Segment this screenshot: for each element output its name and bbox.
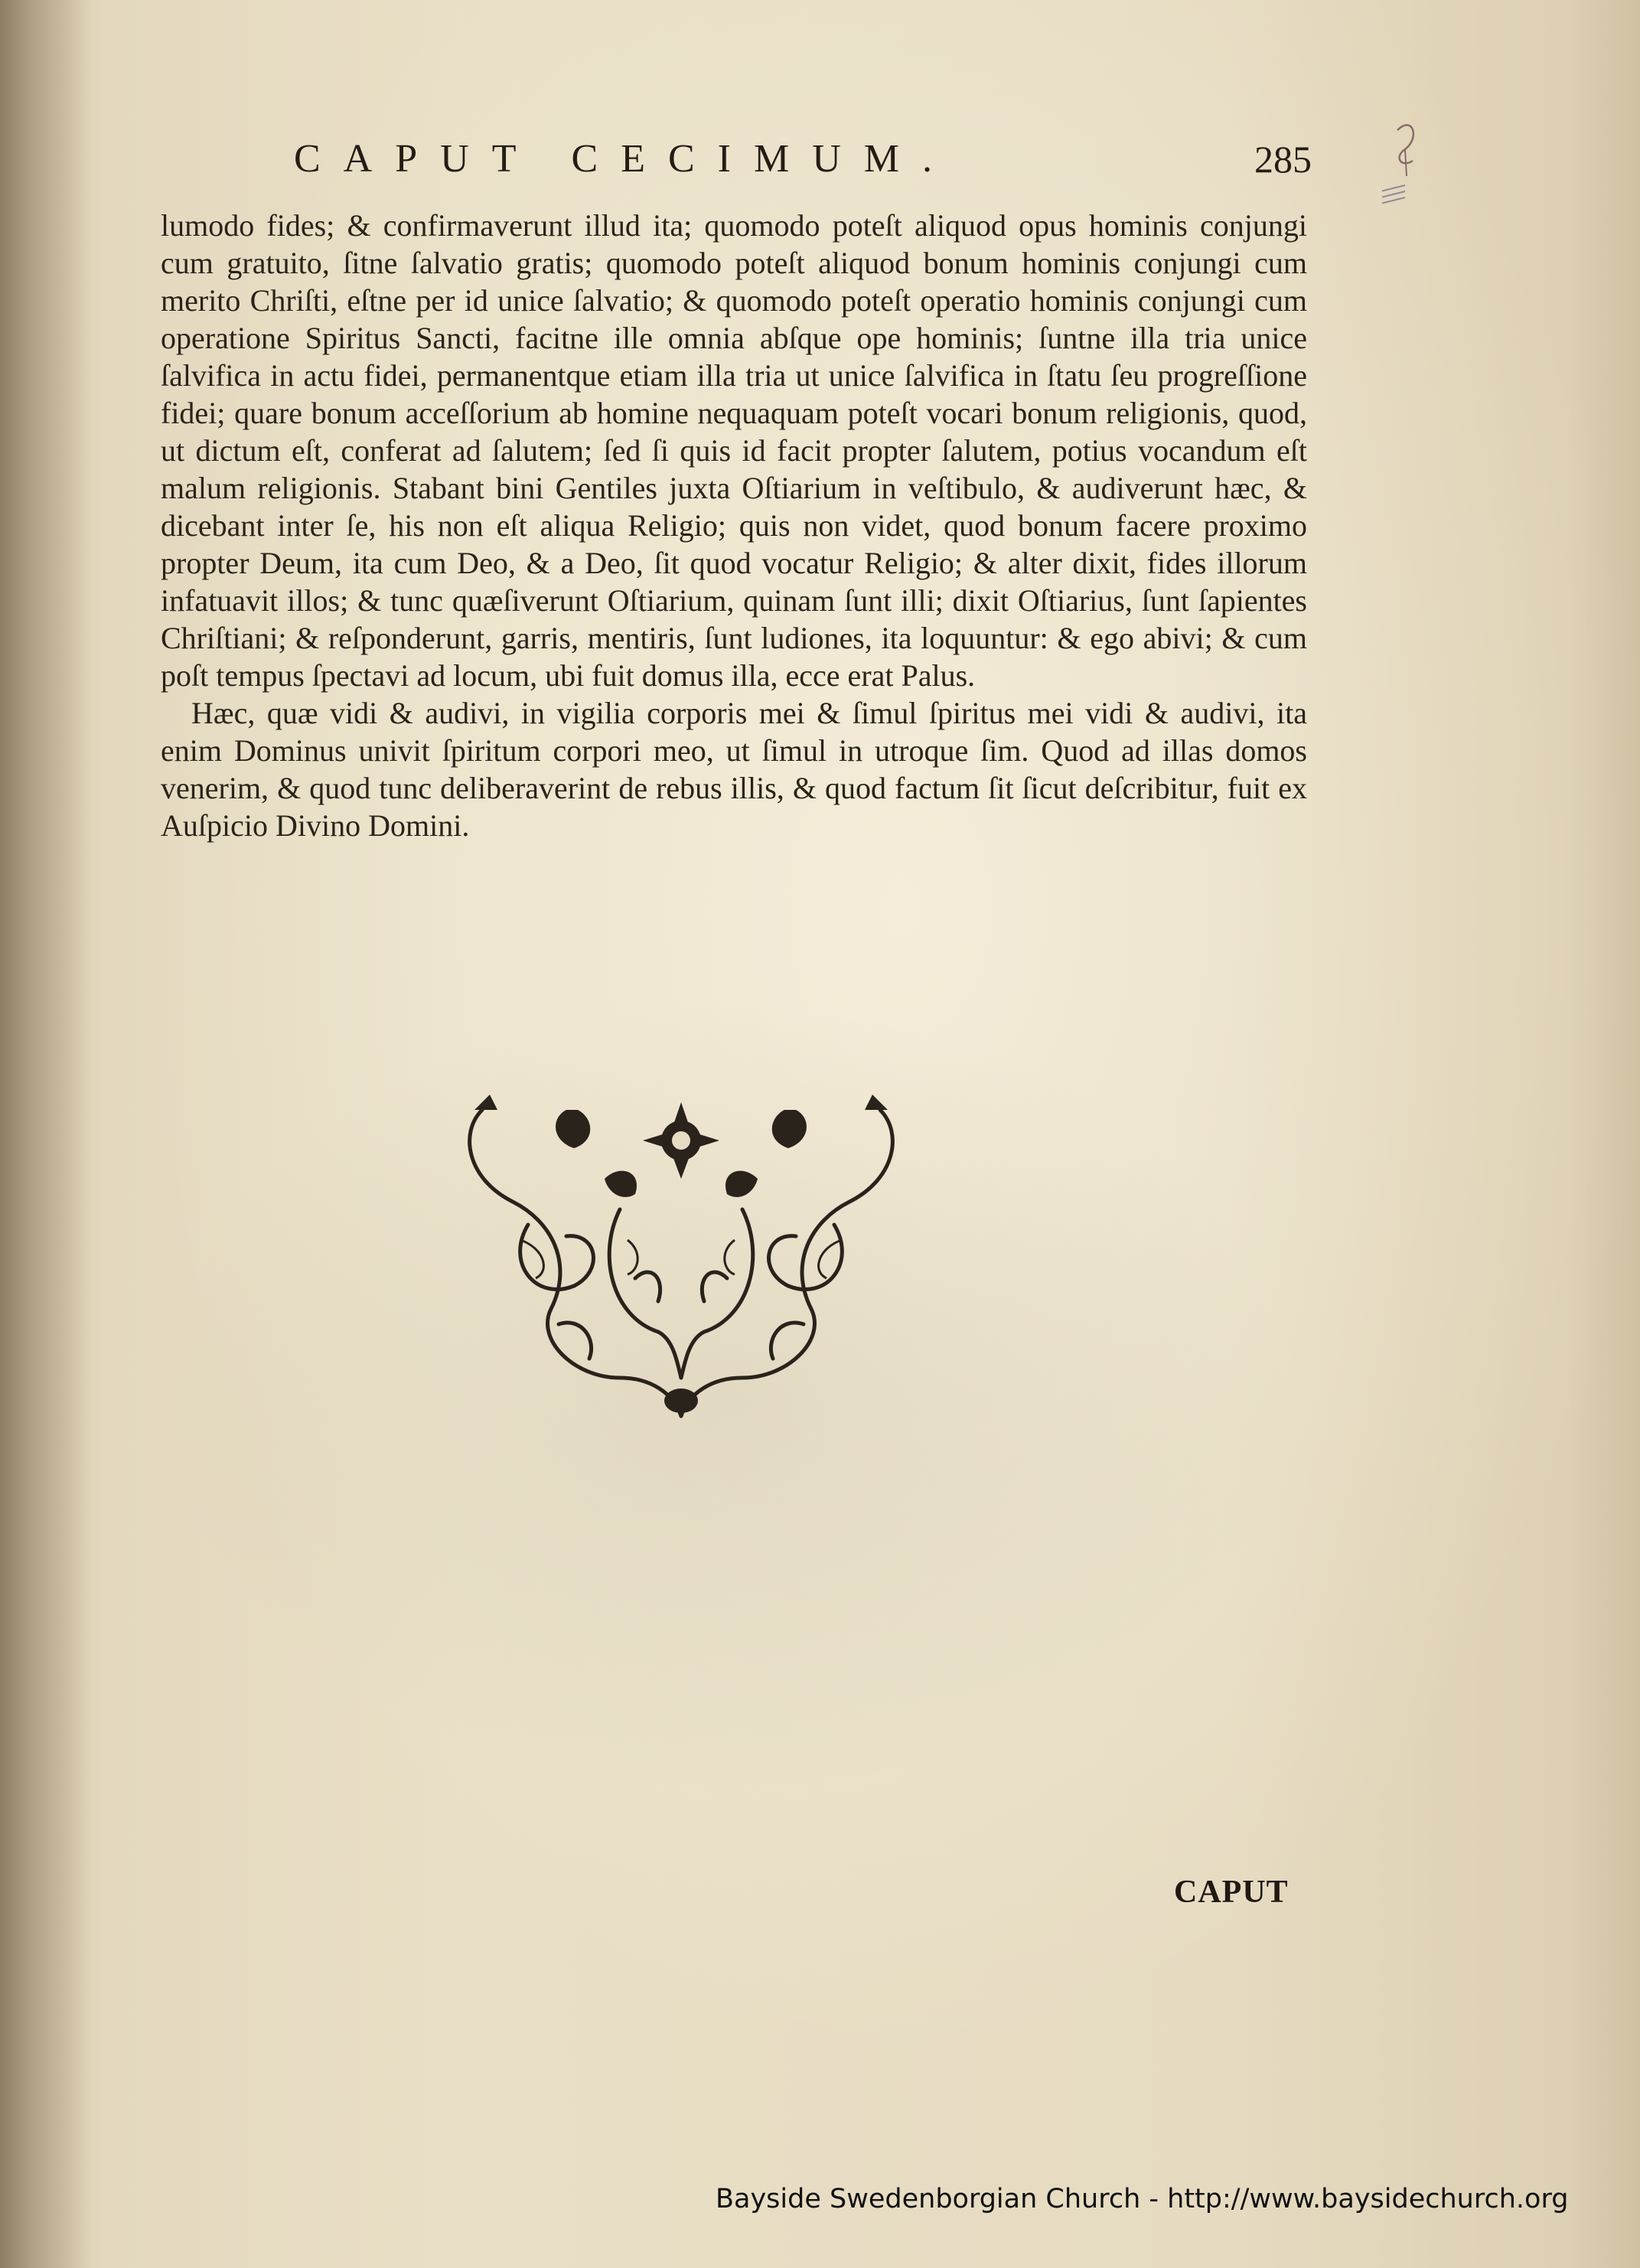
page-number: 285 bbox=[1254, 138, 1312, 181]
paragraph-2: Hæc, quæ vidi & audivi, in vigilia corporis mei & ſimul ſpiritus mei vidi & audivi, ita enim Dominus univit ſpiritum corpori meo, ut ſimul in utroque ſim. Quod ad illas domos venerim, & quod tunc deliberaverint de rebus illis, & quod factum ſit ſicut deſcribitur, fuit ex Auſpicio Divino Domini. bbox=[161, 696, 1307, 843]
paragraph-1: lumodo fides; & confirmaverunt illud ita; quomodo poteſt aliquod opus hominis conjungi cum gratuito, ſitne ſalvatio gratis; quomodo poteſt aliquod bonum hominis conjungi cum merito Chriſti, eſtne per id unice ſalvatio; & quomodo poteſt operatio hominis conjungi cum operatione Spiritus Sancti, facitne ille omnia abſque ope hominis; ſuntne illa tria unice ſalvifica in actu fidei, permanentque etiam illa tria ut unice ſalvifica in ſtatu ſeu progreſſione fidei; quare bonum acceſſorium ab homine nequaquam poteſt vocari bonum religionis, quod, ut dictum eſt, conferat ad ſalutem; ſed ſi quis id facit propter ſalutem, potius vocandum eſt malum religionis. Stabant bini Gentiles juxta Oſtiarium in veſtibulo, & audiverunt hæc, & dicebant inter ſe, his non eſt aliqua Religio; quis non videt, quod bonum facere proximo propter Deum, ita cum Deo, & a Deo, ſit quod vocatur Religio; & alter dixit, fides illorum infatuavit illos; & tunc quæſiverunt Oſtiarium, quinam ſunt illi; dixit Oſtiarius, ſunt ſapientes Chriſtiani; & reſponderunt, garris, mentiris, ſunt ludiones, ita loquuntur: & ego abivi; & cum poſt tempus ſpectavi ad locum, ubi fuit domus illa, ecce erat Palus. bbox=[161, 208, 1307, 693]
catchword: CAPUT bbox=[1174, 1875, 1289, 1910]
binding-shadow bbox=[0, 0, 92, 2268]
handwritten-margin-note-icon bbox=[1382, 115, 1428, 230]
running-head: CAPUT CECIMUM. bbox=[294, 137, 956, 181]
page-header bbox=[294, 129, 1312, 190]
body-text bbox=[161, 207, 1307, 844]
floral-ornament-icon bbox=[444, 1087, 918, 1424]
watermark-text: Bayside Swedenborgian Church - http://www.baysidechurch.org bbox=[716, 2184, 1569, 2214]
